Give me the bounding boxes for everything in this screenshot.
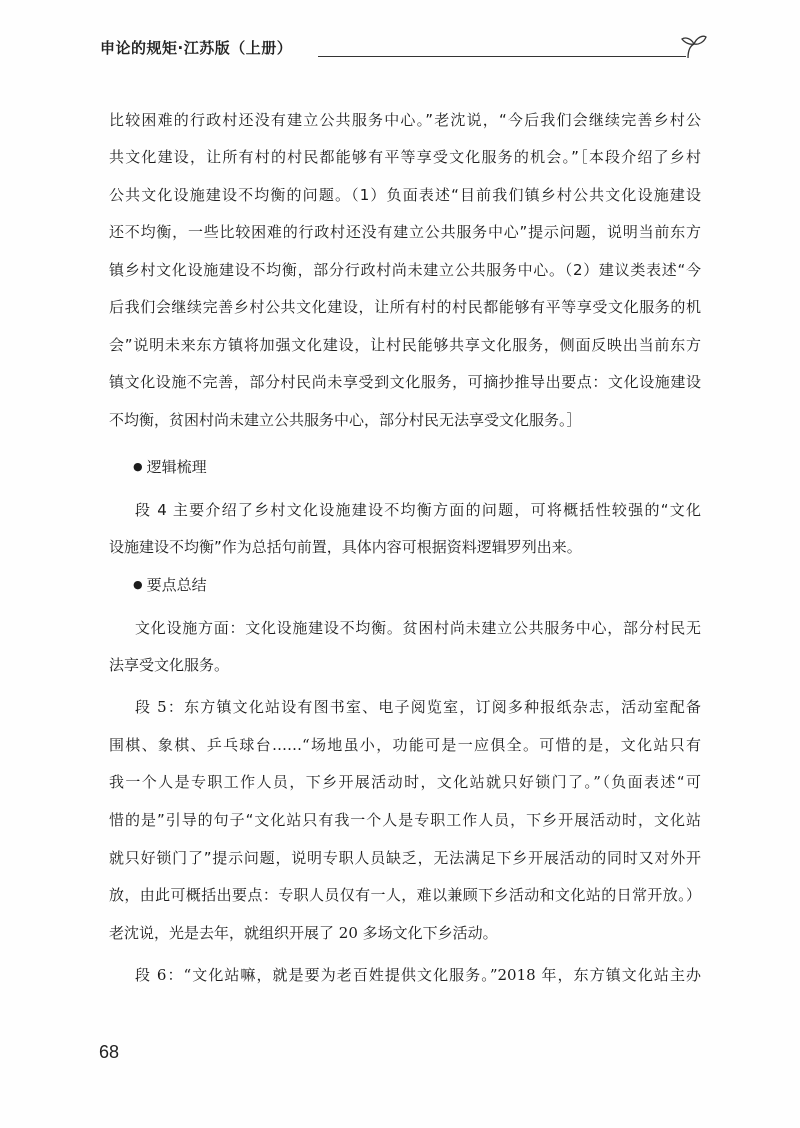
text-line: 围棋、象棋、乒乓球台……“场地虽小，功能可是一应俱全。可惜的是，文化站只有: [109, 736, 701, 754]
text-line: 老沈说，光是去年，就组织开展了 20 多场文化下乡活动。: [109, 924, 498, 942]
text-line: 镇文化设施不完善，部分村民尚未享受到文化服务，可摘抄推导出要点：文化设施建设: [109, 373, 701, 391]
bullet-icon: ●: [133, 460, 143, 473]
section-heading-label: 要点总结: [146, 576, 207, 594]
section-heading-logic: [133, 456, 207, 478]
sprout-icon: [680, 32, 708, 60]
text-line: 后我们会继续完善乡村公共文化建设，让所有村的村民都能够有平等享受文化服务的机: [109, 298, 701, 316]
section-heading-label: 逻辑梳理: [146, 458, 207, 476]
text-line: 放，由此可概括出要点：专职人员仅有一人，难以兼顾下乡活动和文化站的日常开放。）: [109, 886, 701, 904]
text-line: 还不均衡，一些比较困难的行政村还没有建立公共服务中心”提示问题，说明当前东方: [109, 223, 701, 241]
text-line: 共文化建设，让所有村的村民都能够有平等享受文化服务的机会。”［本段介绍了乡村: [109, 148, 701, 166]
text-line: 文化设施方面：文化设施建设不均衡。贫困村尚未建立公共服务中心，部分村民无: [135, 619, 701, 637]
text-line: 会”说明未来东方镇将加强文化建设，让村民能够共享文化服务，侧面反映出当前东方: [109, 336, 701, 354]
text-line: 惜的是”引导的句子“文化站只有我一个人是专职工作人员，下乡开展活动时，文化站: [109, 811, 701, 829]
text-line: 段 5：东方镇文化站设有图书室、电子阅览室，订阅多种报纸杂志，活动室配备: [135, 698, 701, 716]
page-number: 68: [99, 1042, 120, 1062]
text-line: 不均衡，贫困村尚未建立公共服务中心，部分村民无法享受文化服务。］: [109, 411, 582, 429]
text-line: 比较困难的行政村还没有建立公共服务中心。”老沈说，“今后我们会继续完善乡村公: [109, 111, 701, 129]
text-line: 公共文化设施建设不均衡的问题。（1）负面表述“目前我们镇乡村公共文化设施建设: [109, 186, 701, 204]
commentary-text: （负面表述“可: [600, 773, 701, 791]
source-text: 我一个人是专职工作人员，下乡开展活动时，文化站就只好锁门了。”: [109, 773, 601, 791]
text-line: 镇乡村文化设施建设不均衡，部分行政村尚未建立公共服务中心。（2）建议类表述“今: [109, 261, 701, 279]
section-heading-summary: [133, 574, 207, 596]
text-line: 段 6：“文化站嘛，就是要为老百姓提供文化服务。”2018 年，东方镇文化站主办: [135, 966, 701, 984]
running-header-title: 申论的规矩·江苏版（上册）: [100, 39, 293, 57]
text-line: [109, 771, 701, 793]
header-rule: [318, 56, 686, 57]
text-line: 就只好锁门了”提示问题，说明专职人员缺乏，无法满足下乡开展活动的同时又对外开: [109, 849, 701, 867]
text-line: 法享受文化服务。: [109, 656, 230, 674]
bullet-icon: ●: [133, 578, 143, 591]
text-line: 段 4 主要介绍了乡村文化设施建设不均衡方面的问题，可将概括性较强的“文化: [135, 501, 701, 519]
text-line: 设施建设不均衡”作为总括句前置，具体内容可根据资料逻辑罗列出来。: [109, 538, 582, 556]
